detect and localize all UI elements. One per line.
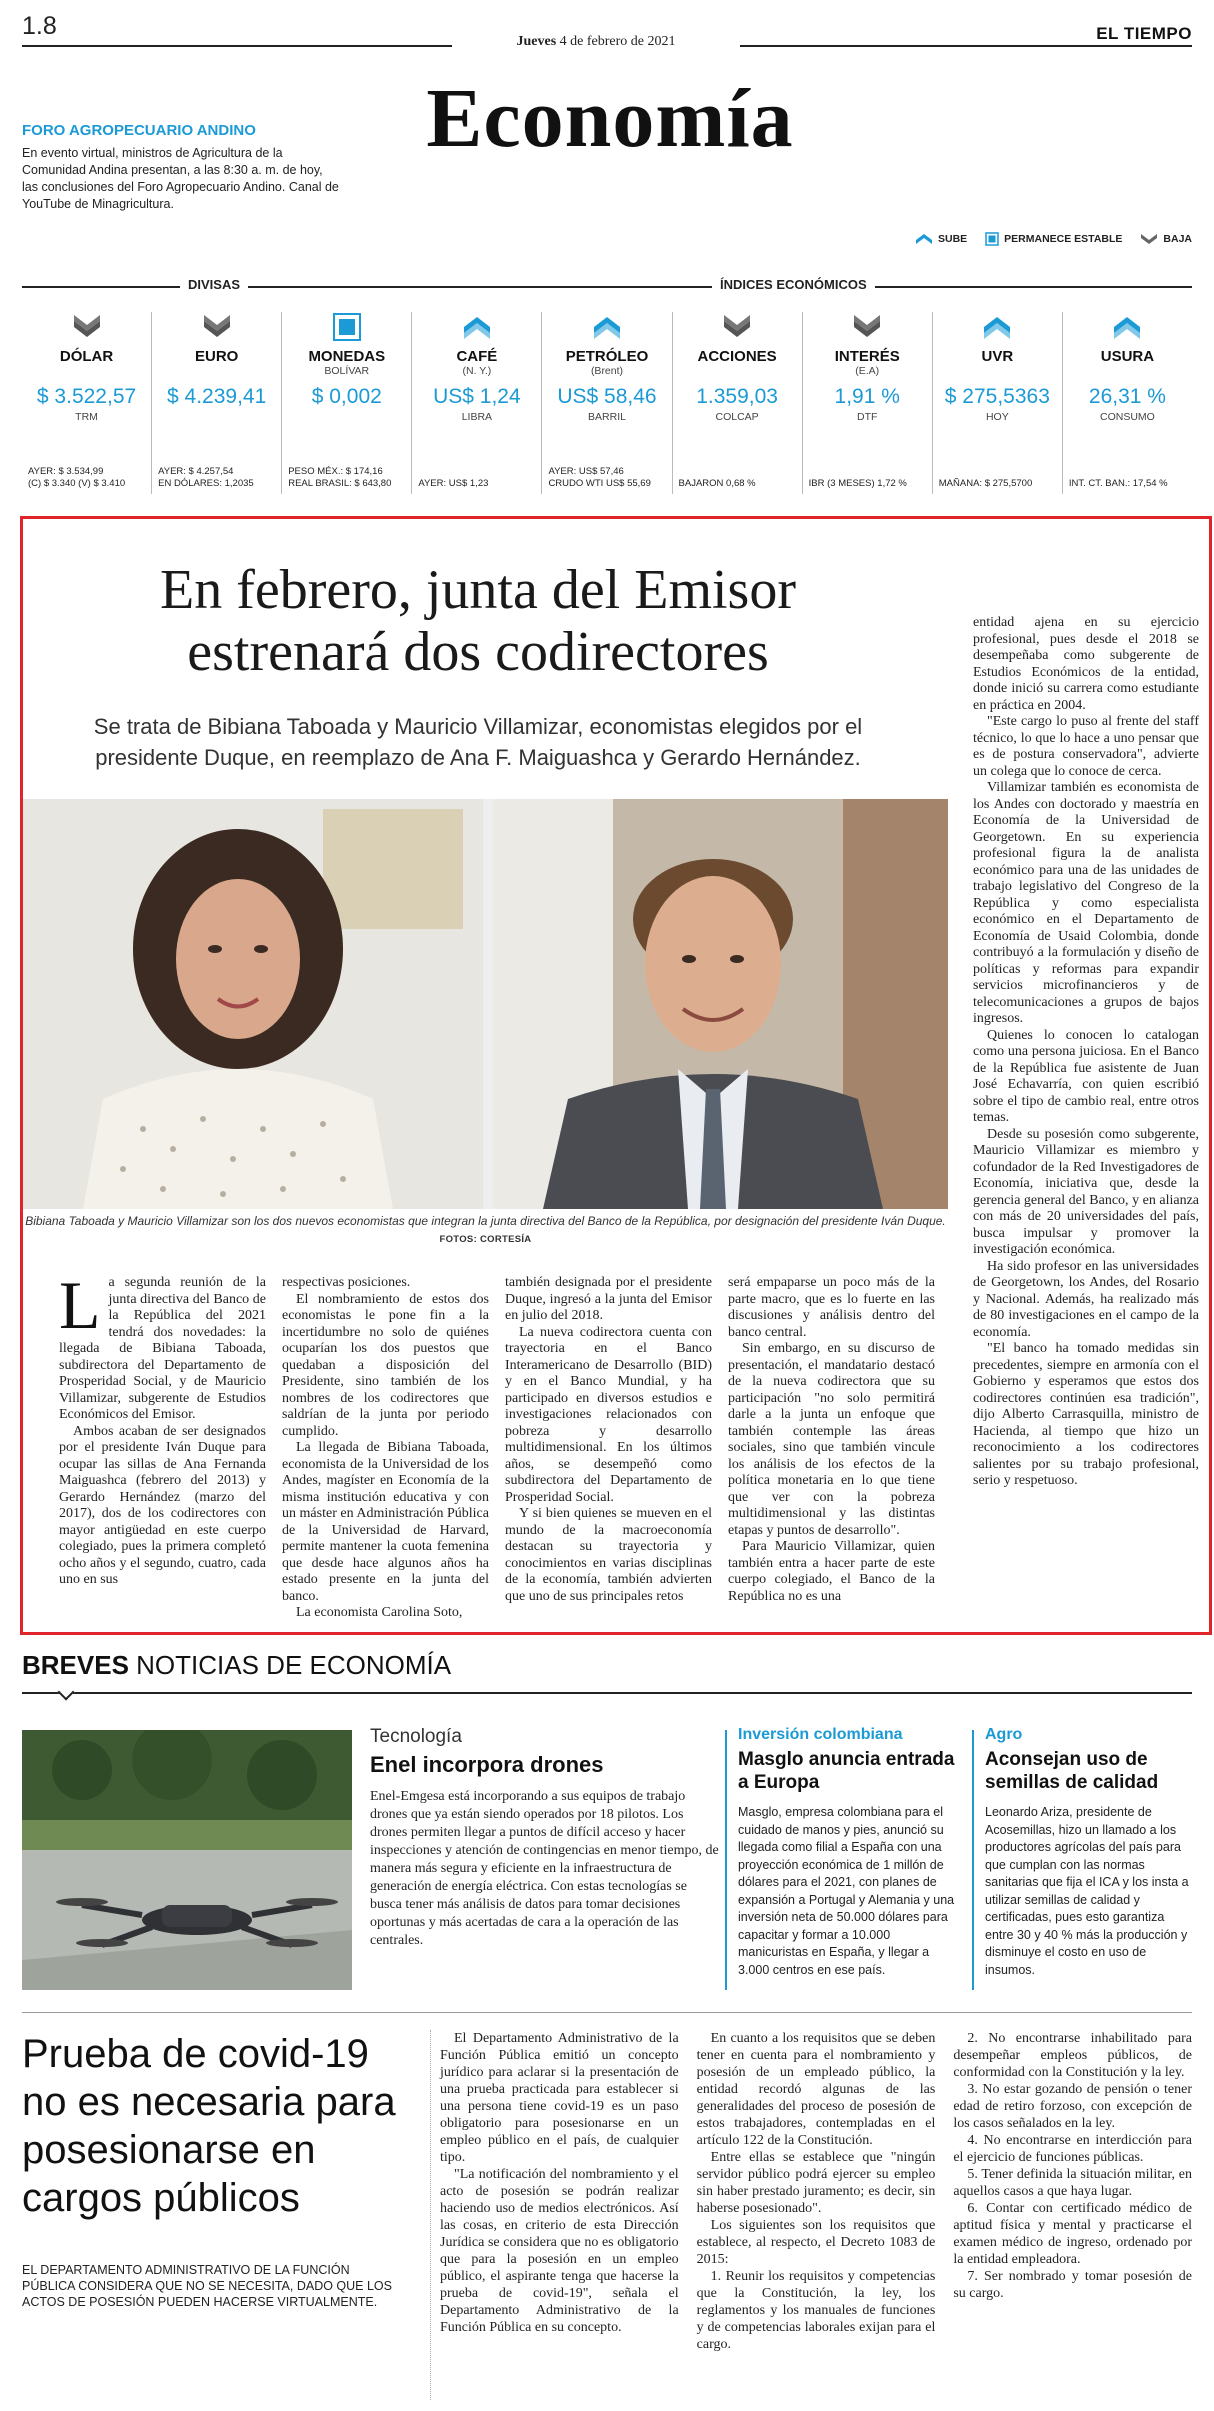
trend-icon-wrap	[933, 312, 1062, 342]
article-paragraph: Y si bien quienes se mueven en el mundo de la macroeconomía destacan su trayectoria y conocimientos en varias disciplinas de la economía, también advierten que uno de sus principales retos	[505, 1506, 712, 1604]
trend-icon-wrap	[22, 312, 151, 342]
covid-headline: Prueba de covid-19 no es necesaria para posesionarse en cargos públicos	[22, 2032, 396, 2220]
market-value: 1.359,03	[696, 385, 778, 408]
trend-legend	[915, 232, 1192, 246]
market-item-cafe	[411, 312, 541, 494]
market-foot-line: AYER: $ 3.534,99	[28, 466, 104, 477]
foro-title: FORO AGROPECUARIO ANDINO	[22, 122, 256, 139]
market-value: $ 275,5363	[944, 385, 1050, 408]
article-paragraph: respectivas posiciones.	[282, 1275, 411, 1290]
article-paragraph: Villamizar también es economista de los Andes con doctorado y maestría en Economía de la Universidad de Georgetown. En su experiencia profesional figura la de analista económico para una de las unidades de trabajo legislativo del Congreso de la República y como especialista económico en el Departamento de Economía de Usaid Colombia, donde contribuyó a la formulación y diseño de políticas y reformas para expandir servicios microfinancieros y de telecomunicaciones a grupos de bajos ingresos.	[973, 780, 1199, 1026]
legend-down	[1140, 232, 1192, 246]
brief-title: Enel incorpora drones	[370, 1752, 604, 1777]
trend-down-icon	[72, 313, 102, 341]
market-subname	[673, 365, 802, 377]
trend-up-icon	[982, 313, 1012, 341]
market-item-acciones	[672, 312, 802, 494]
trend-stable-icon	[333, 313, 361, 341]
divisas-label: DIVISAS	[180, 277, 248, 292]
covid-column-3	[953, 2030, 1192, 2405]
article-paragraph: Para Mauricio Villamizar, quien también entra a hacer parte de este cuerpo colegiado, el Banco de la República no es una	[728, 1539, 935, 1604]
market-subname: (Brent)	[590, 365, 624, 377]
market-name: DÓLAR	[59, 348, 114, 365]
brief-kicker: Tecnología	[370, 1726, 462, 1747]
section-divider	[22, 2012, 1192, 2013]
market-subname: BOLÍVAR	[324, 365, 370, 377]
trend-down-icon	[1140, 232, 1158, 246]
brand-logo[interactable]: EL TIEMPO	[1096, 24, 1192, 43]
market-foot-line: AYER: US$ 57,46	[548, 466, 624, 477]
trend-down-icon	[722, 313, 752, 341]
brief-divider	[725, 1730, 727, 1990]
market-subname	[152, 365, 281, 377]
market-item-uvr	[932, 312, 1062, 494]
dateline	[460, 34, 732, 50]
market-foot-line: (C) $ 3.340 (V) $ 3.410	[28, 478, 126, 489]
date-day: Jueves	[516, 34, 557, 49]
foro-text: En evento virtual, ministros de Agricultura de la Comunidad Andina presentan, a las 8:30 a. m. de hoy, las conclusiones del Foro Agropecuario Andino. Canal de YouTube de Minagricultura.	[22, 146, 339, 211]
market-value: US$ 58,46	[557, 385, 657, 408]
trend-up-icon	[1112, 313, 1142, 341]
article-paragraph: también designada por el presidente Duque, ingresó a la junta del Emisor en julio del 2018.	[505, 1275, 712, 1323]
market-columns	[22, 312, 1192, 494]
market-item-dolar	[22, 312, 151, 494]
market-value: $ 3.522,57	[36, 385, 137, 408]
market-name: CAFÉ	[456, 348, 498, 365]
brief-kicker: Agro	[985, 1726, 1023, 1743]
market-footnote	[288, 466, 405, 490]
article-paragraph: Ambos acaban de ser designados por el presidente Iván Duque para ocupar las sillas de Ana Fernanda Maiguashca (febrero del 2013) y Gerardo Hernández (marzo del 2017), dos de los codirectores con mayor antigüedad en este cuerpo colegiado, pues la primera completó ocho años y el segundo, cuatro, cada uno en sus	[59, 1423, 266, 1587]
brief-text: Leonardo Ariza, presidente de Acosemillas, hizo un llamado a los productores agrícolas del país para que cumplan con las normas sanitarias que fija el ICA y los insta a utilizar semillas de calidad y certificadas, pues esto garantiza entre 30 y 40 % más la producción y disminuye el costo en uso de insumos.	[985, 1805, 1189, 1977]
covid-paragraph: Entre ellas se establece que "ningún servidor público podrá ejercer su empleo sin haber prestado juramento; es decir, sin haberse posesionado".	[696, 2150, 936, 2216]
brief-masglo	[738, 1726, 958, 1979]
covid-paragraph: 2. No encontrarse inhabilitado para desempeñar empleos públicos, de conformidad con la Constitución y la ley.	[953, 2031, 1193, 2080]
breves-title	[22, 1650, 1192, 1681]
market-subname	[22, 365, 151, 377]
market-foot-line: REAL BRASIL: $ 643,80	[288, 478, 392, 489]
market-name: PETRÓLEO	[565, 348, 649, 365]
legend-stable-label: PERMANECE ESTABLE	[1004, 233, 1123, 245]
article-paragraph: La llegada de Bibiana Taboada, economista de la Universidad de los Andes, magíster en Economía de la misma institución educativa y con un máster en Administración Pública de la Universidad de Harvard, permite mantener la cuota femenina que desde hace algunos años ha estado presente en la junta del banco.	[282, 1440, 489, 1604]
article-column-2	[282, 1275, 489, 1620]
covid-paragraph: 1. Reunir los requisitos y competencias que la Constitución, la ley, los reglamentos y los manuales de funciones y de competencias laborales exijan para el cargo.	[696, 2269, 936, 2352]
article-column-5	[973, 615, 1199, 1490]
caption-text: Bibiana Taboada y Mauricio Villamizar son los dos nuevos economistas que integran la junta directiva del Banco de la República, por designación del presidente Iván Duque.	[25, 1214, 946, 1228]
market-item-interes	[802, 312, 932, 494]
market-item-petroleo	[541, 312, 671, 494]
market-name: ACCIONES	[697, 348, 777, 365]
article-paragraph: La economista Carolina Soto,	[296, 1605, 463, 1620]
market-foot-line: EN DÓLARES: 1,2035	[158, 478, 254, 489]
market-foot-line: AYER: $ 4.257,54	[158, 466, 234, 477]
brief-text: Masglo, empresa colombiana para el cuidado de manos y pies, anunció su llegada como filial a España con una proyección económica de 1 millón de dólares para el 2021, con planes de expansión a Portugal y Alemania y una inversión neta de 50.000 dólares para capacitar y formar a 10.000 manicuristas en España, y llegar a 3.000 centros en ese país.	[738, 1805, 955, 1977]
article-body	[59, 1267, 935, 1620]
trend-icon-wrap	[1063, 312, 1192, 342]
market-unit: COLCAP	[715, 411, 759, 423]
article-paragraph: Desde su posesión como subgerente, Mauricio Villamizar es miembro y cofundador de la Red Investigadores de Economía, iniciativa que, desde la gerencia general del Banco, y en alianza con más de 20 universidades del país, busca impulsar y promover la investigación económica.	[973, 1126, 1199, 1257]
market-foot-line: CRUDO WTI US$ 55,69	[548, 478, 651, 489]
market-name: EURO	[194, 348, 239, 365]
covid-paragraph: El Departamento Administrativo de la Función Pública emitió un concepto jurídico para aclarar si la presentación de una prueba practicada para establecer si una persona tiene covid-19 es un paso obligatorio para posesionarse en un empleo público en el país, de cualquier tipo.	[440, 2031, 679, 2165]
section-title: Economía	[426, 72, 794, 165]
article-column-4	[728, 1275, 935, 1615]
dropcap: L	[59, 1267, 101, 1343]
covid-paragraph: En cuanto a los requisitos que se deben tener en cuenta para el nombramiento y posesión de un empleado público, la entidad recordó algunas de las generalidades del proceso de posesión de estos trabajadores, contempladas en el artículo 122 de la Constitución.	[696, 2031, 936, 2148]
article-paragraph: a segunda reunión de la junta directiva del Banco de la República del 2021 tendrá dos novedades: la llegada de Bibiana Taboada, subdirectora del Departamento de Prosperidad Social, y de Mauricio Villamizar, subgerente de Estudios Económicos del Emisor.	[59, 1275, 266, 1422]
market-unit: BARRIL	[588, 411, 626, 423]
article-paragraph: Ha sido profesor en las universidades de Georgetown, los Andes, del Rosario y Nacional. Además, ha realizado más de 80 investigaciones en el campo de la economía.	[973, 1258, 1199, 1340]
market-indicators	[22, 272, 1192, 494]
covid-paragraph: Los siguientes son los requisitos que establece, al respecto, el Decreto 1083 de 2015:	[696, 2218, 936, 2267]
covid-paragraph: 3. No estar gozando de pensión o tener edad de retiro forzoso, con excepción de los casos señalados en la ley.	[953, 2082, 1193, 2131]
trend-stable-icon	[985, 232, 999, 246]
brief-enel	[370, 1726, 720, 1950]
header-rule-left	[22, 45, 452, 47]
breves-title-rest: NOTICIAS DE ECONOMÍA	[136, 1650, 452, 1680]
market-footnote	[1069, 478, 1186, 490]
page-number: 1.8	[22, 12, 57, 40]
covid-dek: EL DEPARTAMENTO ADMINISTRATIVO DE LA FUNCIÓN PÚBLICA CONSIDERA QUE NO SE NECESITA, DADO QUE LOS ACTOS DE POSESIÓN PUEDEN HACERSE VIRTUALMENTE.	[22, 2263, 392, 2309]
article-headline: En febrero, junta del Emisor estrenará dos codirectores	[159, 559, 796, 683]
market-foot-line: INT. CT. BAN.: 17,54 %	[1068, 478, 1168, 489]
trend-up-icon	[462, 313, 492, 341]
photo-credit: FOTOS: CORTESÍA	[439, 1234, 532, 1245]
article-paragraph: "El banco ha tomado medidas sin precedentes, siempre en armonía con el Gobierno y esperamos que estos dos codirectores continúen esa tradición", dijo Alberto Carrasquilla, ministro de Hacienda, al tiempo que hizo un reconocimiento a los codirectores salientes por su trabajo profesional, serio y respetuoso.	[973, 1341, 1199, 1488]
breves-header	[22, 1650, 1192, 1681]
article-paragraph: La nueva codirectora cuenta con trayectoria en el Banco Interamericano de Desarrollo (BID) y en el Banco Mundial, y ha participado en diversos estudios e investigaciones relacionados con pobreza y desarrollo multidimensional. En los últimos años, se desempeñó como subdirectora del Departamento de Prosperidad Social.	[505, 1324, 712, 1505]
article-paragraph: Sin embargo, en su discurso de presentación, el mandatario destacó de la nueva codirectora que su participación "no solo permitirá darle a la junta un enfoque que también contemple las áreas sociales, sino que también vincule los análisis de los efectos de la política monetaria en lo que tiene que ver con la pobreza multidimensional y las distintas etapas y puntos de desarrollo".	[728, 1341, 935, 1538]
article-paragraph: El nombramiento de estos dos economistas le pone fin a la incertidumbre no solo de quiénes ocuparían los dos puestos que quedaban a disposición del Presidente, sino también de los nombres de los codirectores que saldrían de la junta por periodo cumplido.	[282, 1291, 489, 1439]
trend-up-icon	[592, 313, 622, 341]
covid-body	[440, 2030, 1192, 2405]
trend-icon-wrap	[673, 312, 802, 342]
market-value: 1,91 %	[834, 385, 900, 408]
trend-icon-wrap	[412, 312, 541, 342]
foro-brief	[22, 122, 342, 213]
market-footnote	[548, 466, 665, 490]
brief-kicker: Inversión colombiana	[738, 1726, 903, 1743]
legend-down-label: BAJA	[1163, 233, 1192, 245]
drone-photo	[22, 1730, 352, 1990]
market-value: US$ 1,24	[433, 385, 521, 408]
market-unit: HOY	[985, 411, 1009, 423]
market-footnote	[939, 478, 1056, 490]
market-footnote	[809, 478, 926, 490]
main-article	[20, 516, 1212, 1635]
covid-paragraph: 6. Contar con certificado médico de aptitud física y mental y practicarse el examen médico de ingreso, ordenado por la entidad empleadora.	[953, 2201, 1193, 2267]
market-name: INTERÉS	[834, 348, 900, 365]
portraits-image	[23, 799, 948, 1209]
market-item-monedas	[281, 312, 411, 494]
article-photo	[23, 799, 948, 1209]
date-text: 4 de febrero de 2021	[559, 34, 676, 49]
trend-icon-wrap	[803, 312, 932, 342]
brief-title: Masglo anuncia entrada a Europa	[738, 1749, 955, 1793]
market-unit: TRM	[75, 411, 98, 423]
covid-paragraph: 4. No encontrarse en interdicción para el ejercicio de funciones públicas.	[953, 2133, 1193, 2165]
trend-down-icon	[852, 313, 882, 341]
covid-paragraph: 5. Tener definida la situación militar, en aquellos casos a que haya lugar.	[953, 2167, 1193, 2199]
market-footnote	[679, 478, 796, 490]
market-name: USURA	[1100, 348, 1155, 365]
brief-divider	[972, 1730, 974, 1990]
market-name: UVR	[981, 348, 1014, 365]
trend-up-icon	[915, 232, 933, 246]
market-unit: CONSUMO	[1100, 411, 1155, 423]
drone-image	[22, 1730, 352, 1990]
article-paragraph: Quienes lo conocen lo catalogan como una persona juiciosa. En el Banco de la República fue asistente de Juan José Echavarría, con quien escribió sobre el tipo de cambio real, entre otros temas.	[973, 1027, 1199, 1125]
market-footnote	[418, 478, 535, 490]
article-paragraph: "Este cargo lo puso al frente del staff técnico, lo que lo hace a uno pensar que es de postura conservadora", advierte un colega que lo conoce de cerca.	[973, 714, 1199, 779]
brief-agro	[985, 1726, 1192, 1979]
market-foot-line: IBR (3 MESES) 1,72 %	[808, 478, 907, 489]
market-unit: DTF	[857, 411, 878, 423]
market-header	[22, 276, 1192, 296]
trend-down-icon	[202, 313, 232, 341]
legend-up	[915, 232, 967, 246]
market-name: MONEDAS	[308, 348, 386, 365]
market-unit: LIBRA	[461, 411, 493, 423]
trend-icon-wrap	[282, 312, 411, 342]
article-paragraph: será empaparse un poco más de la parte macro, que es lo fuerte en las discusiones y análisis dentro del banco central.	[728, 1275, 935, 1340]
trend-icon-wrap	[542, 312, 671, 342]
market-item-usura	[1062, 312, 1192, 494]
market-value: 26,31 %	[1088, 385, 1166, 408]
indices-label: ÍNDICES ECONÓMICOS	[712, 277, 875, 292]
market-foot-line: PESO MÉX.: $ 174,16	[288, 466, 383, 477]
market-foot-line: MAÑANA: $ 275,5700	[938, 478, 1033, 489]
market-subname: (N. Y.)	[462, 365, 492, 377]
photo-caption	[23, 1213, 948, 1248]
market-item-euro	[151, 312, 281, 494]
article-paragraph: entidad ajena en su ejercicio profesional, pues desde el 2018 se desempeñaba como subgerente de Estudios Económicos de la entidad, donde inició su carrera como estudiante en práctica en 2004.	[973, 615, 1199, 713]
market-subname	[933, 365, 1062, 377]
covid-paragraph: 7. Ser nombrado y tomar posesión de su cargo.	[953, 2269, 1193, 2301]
covid-column-2	[697, 2030, 936, 2405]
market-value: $ 4.239,41	[167, 385, 267, 408]
covid-column-1	[440, 2030, 679, 2405]
breves-rule	[22, 1692, 1192, 1694]
trend-icon-wrap	[152, 312, 281, 342]
legend-stable	[985, 232, 1122, 246]
article-column-1	[59, 1267, 266, 1615]
header-rule-right	[740, 45, 1192, 47]
brief-text: Enel-Emgesa está incorporando a sus equipos de trabajo drones que ya están siendo operados por 18 pilotos. Los drones permiten llegar a puntos de difícil acceso y hacer inspecciones y atención de contingencias en menor tiempo, de manera más segura y eficiente en la infraestructura de generación de energía eléctrica. Con estas tecnologías se busca tener más análisis de datos para tomar decisiones oportunas y más acertadas de cara a la operación de las centrales.	[370, 1789, 719, 1948]
market-value: $ 0,002	[311, 385, 382, 408]
market-subname: (E.A)	[855, 365, 880, 377]
brief-title: Aconsejan uso de semillas de calidad	[985, 1749, 1159, 1793]
breves-title-bold: BREVES	[22, 1650, 129, 1680]
covid-paragraph: "La notificación del nombramiento y el acto de posesión se podrán realizar haciendo uso de medios electrónicos. Así las cosas, en criterio de esta Dirección Jurídica se considera que no es obligatorio que para la posesión en un empleo público, el aspirante tenga que hacerse la prueba de covid-19", señala el Departamento Administrativo de la Función Pública en su concepto.	[440, 2167, 679, 2335]
masthead	[0, 0, 1214, 211]
column-divider	[430, 2030, 431, 2400]
market-foot-line: BAJARON 0,68 %	[678, 478, 756, 489]
legend-up-label: SUBE	[937, 233, 968, 245]
breves-notch	[58, 1684, 75, 1701]
market-foot-line: AYER: US$ 1,23	[418, 478, 489, 489]
article-column-3	[505, 1275, 712, 1615]
market-footnote	[158, 466, 275, 490]
market-footnote	[28, 466, 145, 490]
article-deck: Se trata de Bibiana Taboada y Mauricio Villamizar, economistas elegidos por el presidente Duque, en reemplazo de Ana F. Maiguashca y Gerardo Hernández.	[93, 714, 863, 770]
market-subname	[1063, 365, 1192, 377]
